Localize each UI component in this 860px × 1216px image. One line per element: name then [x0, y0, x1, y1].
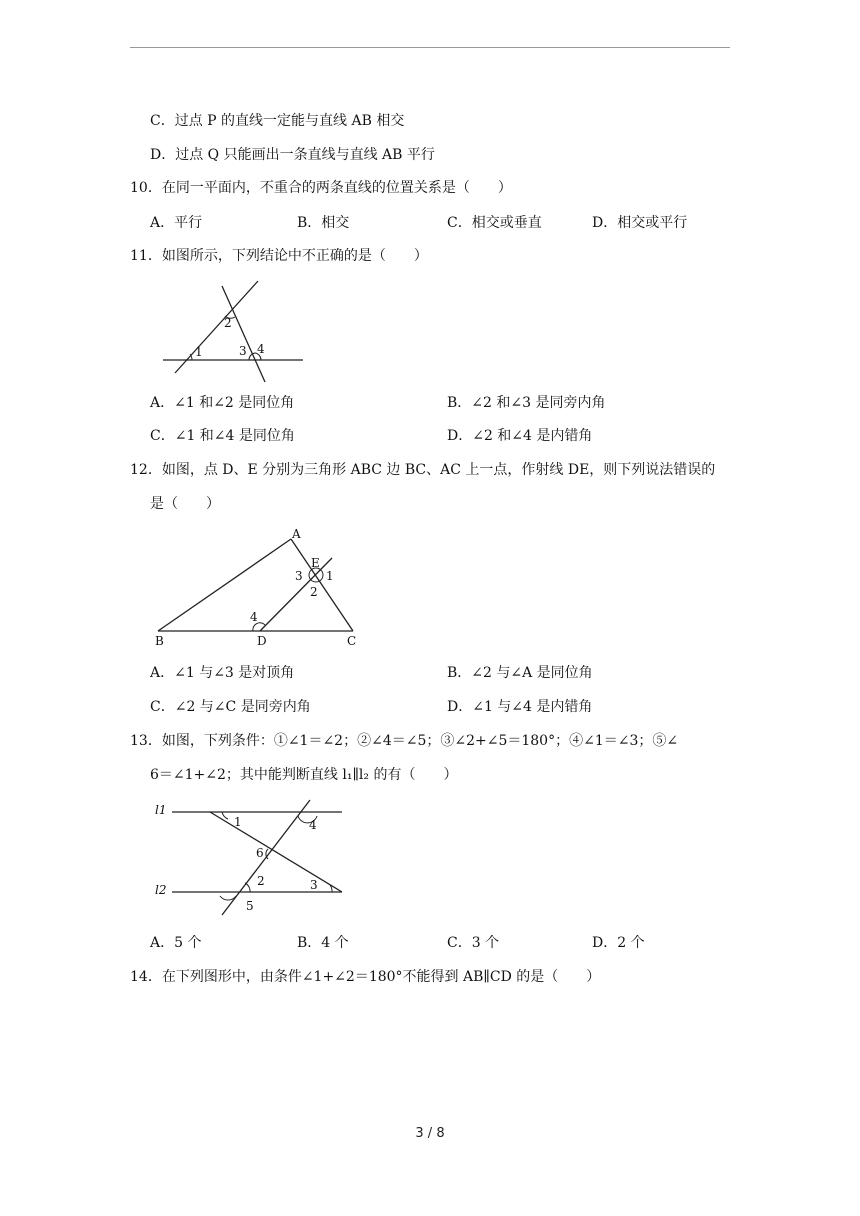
q12-stem-line2: 是（ ）	[150, 496, 220, 512]
q14-stem: 14．在下列图形中，由条件∠1+∠2＝180°不能得到 AB∥CD 的是（ ）	[130, 969, 601, 985]
q12-option-c: C．∠2 与∠C 是同旁内角	[150, 699, 311, 715]
q13-line-l2-label: l2	[155, 883, 167, 897]
q12-option-a: A．∠1 与∠3 是对顶角	[150, 665, 295, 681]
q13-angle-1-label: 1	[234, 815, 242, 829]
q13-stem-line1: 13．如图，下列条件：①∠1＝∠2；②∠4＝∠5；③∠2+∠5＝180°；④∠1＝∠3；⑤∠	[130, 733, 679, 749]
q11-angle-3-label: 3	[239, 344, 247, 358]
q12-figure	[150, 525, 370, 650]
q12-point-b: B	[155, 634, 164, 648]
q13-angle-3-label: 3	[310, 878, 318, 892]
q10-option-c: C．相交或垂直	[447, 215, 542, 231]
q13-angle-6-label: 6	[256, 846, 264, 860]
q11-angle-1-label: 1	[195, 345, 203, 359]
q12-option-b: B．∠2 与∠A 是同位角	[447, 665, 593, 681]
q13-angle-5-label: 5	[246, 899, 254, 913]
q9-option-c: C．过点 P 的直线一定能与直线 AB 相交	[150, 113, 405, 129]
q12-option-d: D．∠1 与∠4 是内错角	[447, 699, 593, 715]
q11-angle-4-label: 4	[257, 342, 265, 356]
q10-stem: 10．在同一平面内，不重合的两条直线的位置关系是（ ）	[130, 180, 512, 196]
q12-point-e: E	[311, 556, 320, 570]
q12-angle-4-label: 4	[250, 610, 258, 624]
q13-angle-2-label: 2	[257, 874, 265, 888]
q12-point-d: D	[257, 634, 267, 648]
q10-option-b: B．相交	[297, 215, 350, 231]
q12-angle-3-label: 3	[295, 569, 303, 583]
q11-option-a: A．∠1 和∠2 是同位角	[150, 395, 295, 411]
q12-point-c: C	[347, 634, 357, 648]
q13-angle-4-label: 4	[309, 818, 317, 832]
header-rule	[130, 47, 730, 48]
q13-option-c: C．3 个	[447, 935, 500, 951]
q11-figure	[155, 275, 315, 385]
q12-angle-1-label: 1	[326, 569, 334, 583]
q11-option-d: D．∠2 和∠4 是内错角	[447, 428, 593, 444]
q9-option-d: D．过点 Q 只能画出一条直线与直线 AB 平行	[150, 147, 435, 163]
q12-stem-line1: 12．如图，点 D、E 分别为三角形 ABC 边 BC、AC 上一点，作射线 DE，则下列说法错误的	[130, 462, 716, 478]
q13-option-a: A．5 个	[150, 935, 202, 951]
q13-line-l1-label: l1	[155, 803, 167, 817]
q13-stem-line2: 6＝∠1+∠2；其中能判断直线 l₁∥l₂ 的有（ ）	[150, 767, 458, 783]
q13-option-d: D．2 个	[592, 935, 645, 951]
q10-option-d: D．相交或平行	[592, 215, 688, 231]
q11-option-c: C．∠1 和∠4 是同位角	[150, 428, 295, 444]
q13-option-b: B．4 个	[297, 935, 349, 951]
q13-figure	[150, 795, 350, 920]
q10-option-a: A．平行	[150, 215, 203, 231]
page-number: 3 / 8	[415, 1126, 445, 1141]
q11-angle-2-label: 2	[224, 316, 232, 330]
q12-point-a: A	[292, 527, 301, 541]
q12-angle-2-label: 2	[310, 585, 318, 599]
q11-option-b: B．∠2 和∠3 是同旁内角	[447, 395, 606, 411]
q11-stem: 11．如图所示，下列结论中不正确的是（ ）	[130, 248, 428, 264]
